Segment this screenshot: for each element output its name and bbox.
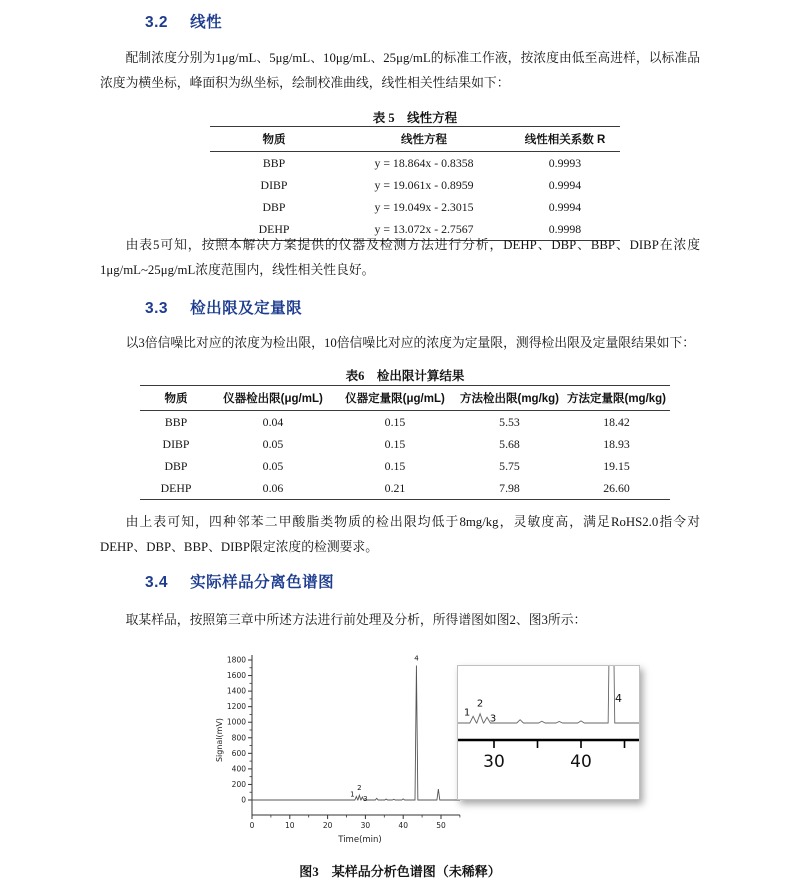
svg-text:800: 800 bbox=[231, 733, 246, 743]
svg-text:2: 2 bbox=[476, 698, 484, 710]
svg-text:200: 200 bbox=[231, 779, 246, 789]
section-number: 3.4 bbox=[145, 574, 169, 591]
column-header: 仪器定量限(μg/mL) bbox=[334, 386, 456, 411]
table5-linearity bbox=[210, 126, 620, 241]
table-cell: DIBP bbox=[260, 177, 288, 192]
column-header: 方法检出限(mg/kg) bbox=[456, 386, 563, 411]
table-cell: y = 19.049x - 2.3015 bbox=[374, 199, 474, 214]
svg-text:4: 4 bbox=[414, 654, 419, 663]
table-cell: 0.9998 bbox=[548, 221, 582, 236]
table6-caption: 表6 检出限计算结果 bbox=[345, 369, 465, 383]
table-cell: 7.98 bbox=[499, 480, 520, 495]
table-row bbox=[140, 477, 670, 500]
table5-header-row bbox=[210, 127, 620, 152]
svg-text:1200: 1200 bbox=[226, 702, 246, 712]
table-cell: 0.15 bbox=[384, 436, 406, 451]
svg-text:1600: 1600 bbox=[226, 671, 246, 681]
section-number: 3.3 bbox=[145, 300, 169, 317]
column-header: 仪器检出限(μg/mL) bbox=[212, 386, 334, 411]
chromatogram-figure bbox=[0, 645, 800, 857]
table-cell: DIBP bbox=[162, 436, 190, 451]
svg-text:2: 2 bbox=[357, 784, 362, 793]
paragraph-after-table6: 由上表可知，四种邻苯二甲酸脂类物质的检出限均低于8mg/kg，灵敏度高，满足RoHS2.0指令对DEHP、DBP、BBP、DIBP限定浓度的检测要求。 bbox=[100, 515, 700, 554]
table5-caption: 表 5 线性方程 bbox=[372, 111, 458, 125]
svg-text:3: 3 bbox=[363, 795, 368, 804]
table-cell: 0.9994 bbox=[548, 199, 582, 214]
table-cell: 0.15 bbox=[384, 414, 406, 429]
section-heading-3-3 bbox=[145, 296, 302, 318]
figure-caption: 图3 某样品分析色谱图（未稀释） bbox=[299, 864, 501, 879]
svg-text:4: 4 bbox=[614, 692, 622, 705]
table-cell: 5.68 bbox=[499, 436, 520, 451]
table-row bbox=[140, 455, 670, 477]
table-cell: 0.04 bbox=[262, 414, 284, 429]
column-header: 物质 bbox=[140, 386, 212, 411]
svg-text:0: 0 bbox=[249, 821, 255, 830]
chromatogram-inset-plot bbox=[458, 666, 639, 799]
paragraph-sample: 取某样品，按照第三章中所述方法进行前处理及分析，所得谱图如图2、图3所示： bbox=[125, 613, 587, 627]
svg-text:1: 1 bbox=[463, 707, 471, 719]
table-cell: 0.06 bbox=[262, 480, 284, 495]
table-cell: y = 18.864x - 0.8358 bbox=[374, 155, 474, 170]
table-cell: 19.15 bbox=[603, 458, 630, 473]
svg-text:Signal(mV): Signal(mV) bbox=[215, 717, 224, 763]
svg-text:3: 3 bbox=[489, 713, 497, 725]
section-title: 检出限及定量限 bbox=[190, 300, 303, 317]
column-header: 方法定量限(mg/kg) bbox=[563, 386, 670, 411]
table-cell: BBP bbox=[164, 414, 188, 429]
table-cell: DBP bbox=[262, 199, 286, 214]
table-cell: y = 13.072x - 2.7567 bbox=[374, 221, 474, 236]
svg-text:10: 10 bbox=[285, 821, 295, 830]
table-cell: 26.60 bbox=[603, 480, 630, 495]
table-cell: DEHP bbox=[258, 221, 290, 236]
section-title: 实际样品分离色谱图 bbox=[190, 574, 335, 591]
table-cell: 18.93 bbox=[603, 436, 630, 451]
table-cell: 5.53 bbox=[499, 414, 520, 429]
table-cell: 0.15 bbox=[384, 458, 406, 473]
section-heading-3-2 bbox=[145, 10, 222, 32]
svg-text:400: 400 bbox=[231, 764, 246, 774]
table-row bbox=[210, 174, 620, 196]
table-cell: y = 19.061x - 0.8959 bbox=[374, 177, 474, 192]
table-cell: 0.05 bbox=[262, 436, 284, 451]
svg-text:50: 50 bbox=[436, 821, 446, 830]
paragraph-linearity: 配制浓度分别为1μg/mL、5μg/mL、10μg/mL、25μg/mL的标准工作液，按浓度由低至高进样，以标准品浓度为横坐标，峰面积为纵坐标，绘制校准曲线，线性相关性结果如下： bbox=[100, 51, 700, 90]
column-header: 线性方程 bbox=[338, 127, 510, 152]
paragraph-lod: 以3倍信噪比对应的浓度为检出限，10倍信噪比对应的浓度为定量限，测得检出限及定量限结果如下： bbox=[125, 336, 696, 350]
table-cell: 18.42 bbox=[603, 414, 630, 429]
section-heading-3-4 bbox=[145, 570, 334, 592]
svg-text:30: 30 bbox=[483, 752, 505, 772]
svg-text:1: 1 bbox=[350, 790, 355, 799]
table6-lod-results bbox=[140, 385, 670, 500]
table6-header-row bbox=[140, 386, 670, 411]
table-cell: BBP bbox=[262, 155, 286, 170]
svg-text:30: 30 bbox=[360, 821, 371, 830]
svg-text:20: 20 bbox=[322, 821, 333, 830]
table-row bbox=[210, 196, 620, 218]
svg-text:Time(min): Time(min) bbox=[338, 835, 382, 845]
section-number: 3.2 bbox=[145, 14, 169, 31]
svg-text:1000: 1000 bbox=[226, 717, 246, 727]
chromatogram-inset bbox=[457, 665, 640, 800]
table-cell: 0.05 bbox=[262, 458, 284, 473]
table-cell: 0.21 bbox=[384, 480, 406, 495]
svg-text:600: 600 bbox=[231, 748, 246, 758]
table-row bbox=[140, 433, 670, 455]
table-cell: DEHP bbox=[160, 480, 192, 495]
svg-text:1800: 1800 bbox=[226, 655, 246, 665]
svg-text:40: 40 bbox=[398, 821, 408, 830]
svg-text:0: 0 bbox=[241, 795, 246, 805]
svg-text:1400: 1400 bbox=[226, 686, 246, 696]
column-header: 物质 bbox=[210, 127, 338, 152]
svg-text:40: 40 bbox=[570, 752, 592, 772]
table-row bbox=[210, 152, 620, 175]
table-cell: 5.75 bbox=[499, 458, 520, 473]
table-row bbox=[140, 411, 670, 434]
section-title: 线性 bbox=[190, 14, 223, 31]
table-cell: 0.9994 bbox=[548, 177, 582, 192]
paragraph-after-table5: 由表5可知，按照本解决方案提供的仪器及检测方法进行分析，DEHP、DBP、BBP、DIBP在浓度1μg/mL~25μg/mL浓度范围内，线性相关性良好。 bbox=[100, 238, 700, 277]
column-header: 线性相关系数 R bbox=[510, 127, 620, 152]
table-cell: 0.9993 bbox=[548, 155, 582, 170]
table-cell: DBP bbox=[164, 458, 188, 473]
